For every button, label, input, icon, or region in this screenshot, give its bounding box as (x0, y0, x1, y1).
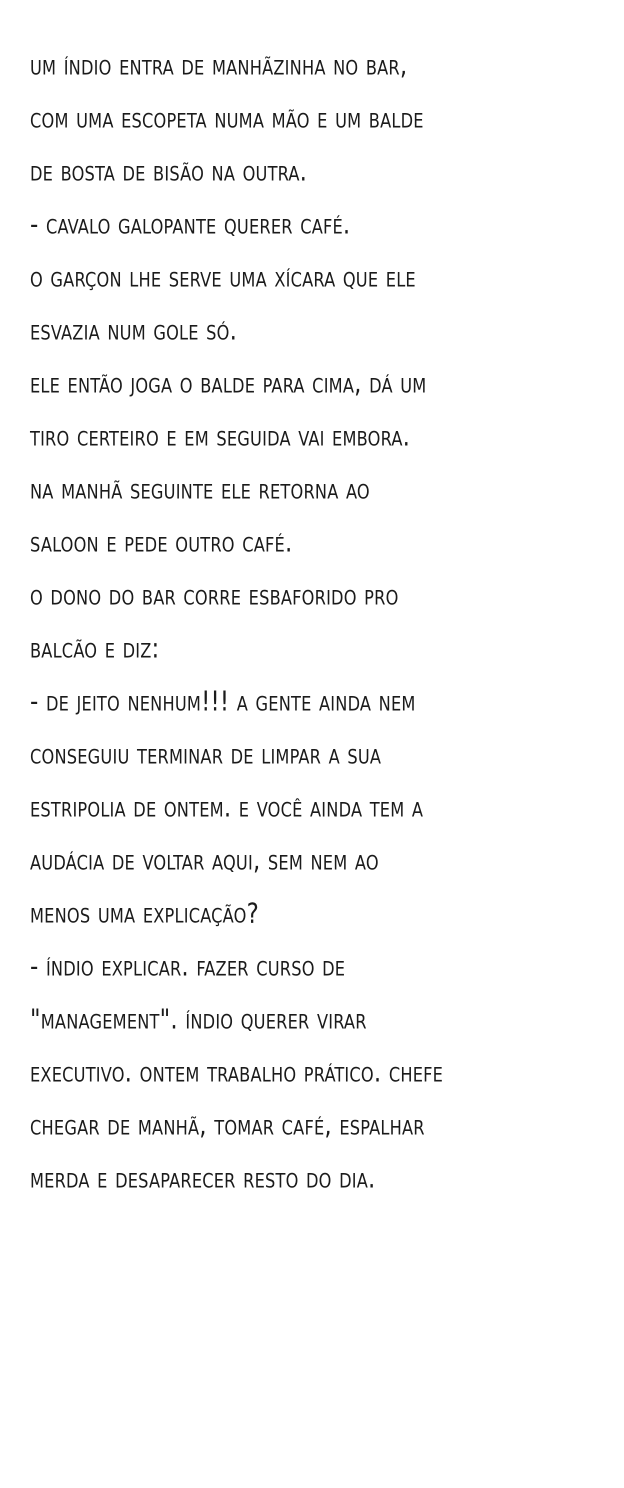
text-line: na manhã seguinte ele retorna ao (30, 473, 370, 507)
text-line: ele então joga o balde para cima, dá um (30, 367, 427, 401)
joke-text-block (30, 38, 596, 1204)
text-line: - cavalo galopante querer café. (30, 208, 351, 242)
text-line: com uma escopeta numa mão e um balde (30, 102, 424, 136)
text-line: merda e desaparecer resto do dia. (30, 1162, 376, 1196)
text-line: chegar de manhã, tomar café, espalhar (30, 1109, 425, 1143)
text-line: um índio entra de manhãzinha no bar, (30, 49, 408, 83)
text-line: - de jeito nenhum!!! a gente ainda nem (30, 685, 416, 719)
text-line: audácia de voltar aqui, sem nem ao (30, 844, 379, 878)
text-line: - índio explicar. fazer curso de (30, 950, 346, 984)
text-line: o dono do bar corre esbaforido pro (30, 579, 399, 613)
text-line: de bosta de bisão na outra. (30, 155, 308, 189)
text-line: menos uma explicação? (30, 897, 259, 931)
text-line: o garçon lhe serve uma xícara que ele (30, 261, 416, 295)
text-line: estripolia de ontem. e você ainda tem a (30, 791, 424, 825)
text-line: conseguiu terminar de limpar a sua (30, 738, 382, 772)
text-line: tiro certeiro e em seguida vai embora. (30, 420, 411, 454)
text-line: executivo. ontem trabalho prático. chefe (30, 1056, 444, 1090)
text-line: saloon e pede outro café. (30, 526, 293, 560)
text-line: esvazia num gole só. (30, 314, 238, 348)
text-line: "management". índio querer virar (30, 1003, 367, 1037)
text-line: balcão e diz: (30, 632, 160, 666)
